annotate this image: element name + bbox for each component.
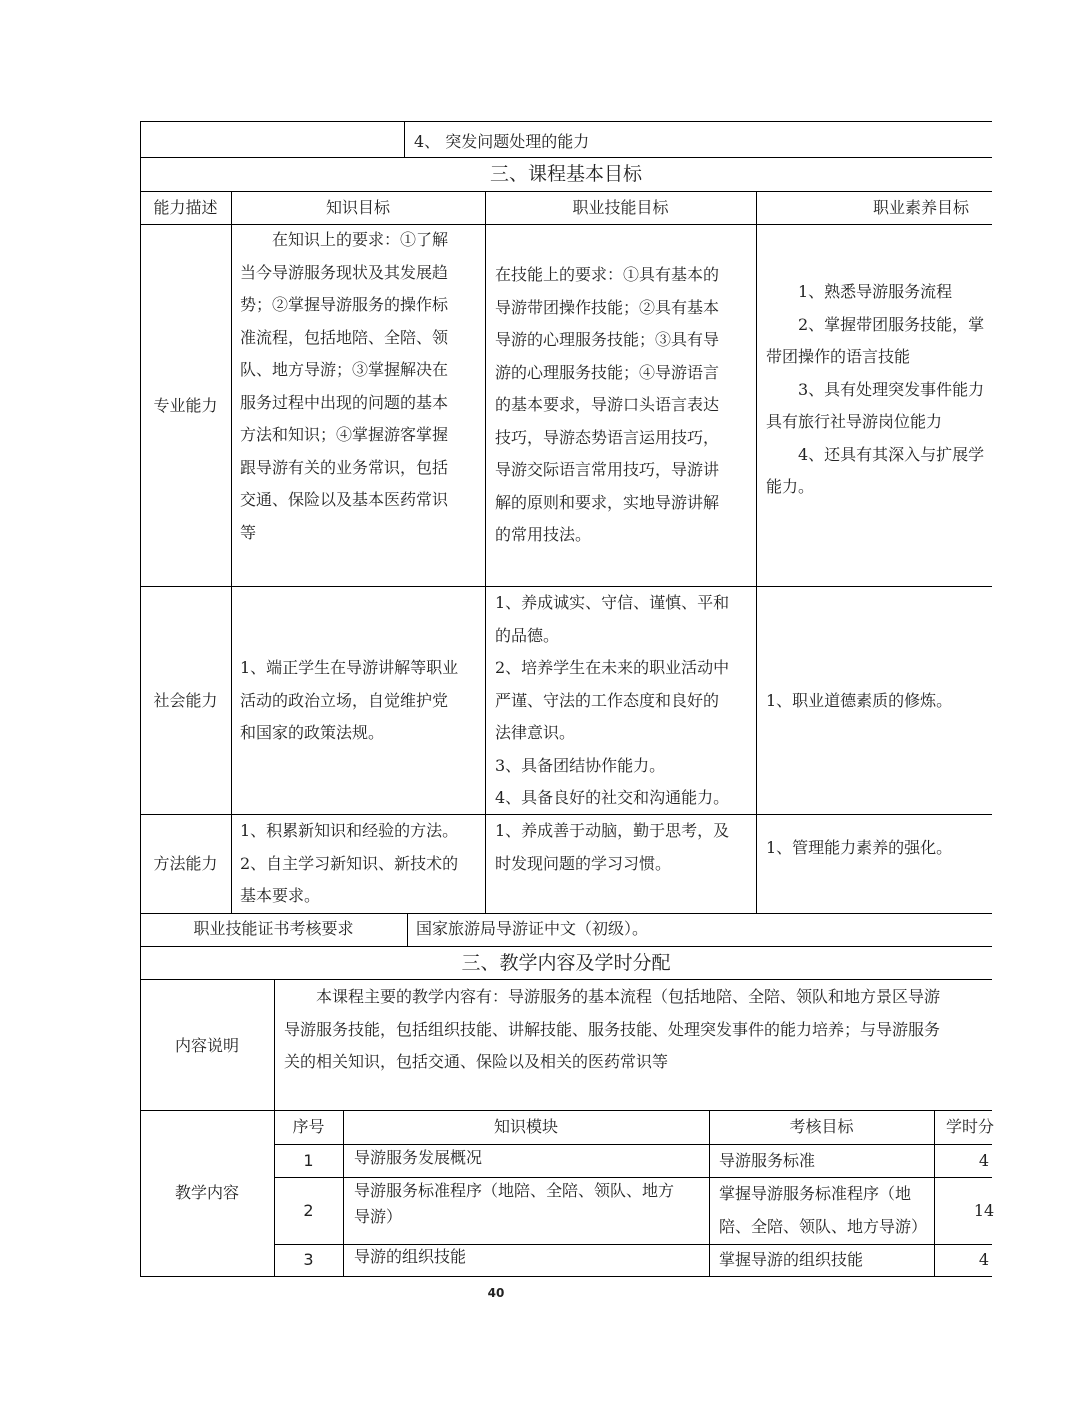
social-quality: [766, 685, 992, 718]
text-line: 关的相关知识，包括交通、保险以及相关的医药常识等: [284, 1052, 669, 1071]
text-line: 2、培养学生在未来的职业活动中: [495, 658, 730, 677]
content-desc-text: [284, 981, 992, 1079]
row-label-professional: 专业能力: [153, 396, 218, 415]
top-row-text: 4、 突发问题处理的能力: [414, 132, 590, 151]
header-skill: 职业技能目标: [572, 198, 669, 217]
header-quality: 职业素养目标: [872, 198, 969, 217]
method-skill: [495, 815, 755, 880]
text-line: 本课程主要的教学内容有：导游服务的基本流程（包括地陪、全陪、领队和地方景区导游: [316, 987, 941, 1006]
text-line: 在技能上的要求：①具有基本的: [495, 265, 720, 284]
professional-skill: [495, 259, 755, 552]
professional-quality: [766, 276, 992, 504]
text-line: 的常用技法。: [495, 525, 592, 544]
row-hours: 14: [973, 1201, 995, 1220]
row-module: [354, 1143, 708, 1173]
text-line: 掌握导游服务标准程序（地: [719, 1184, 912, 1203]
text-line: 带团操作的语言技能: [766, 347, 911, 366]
text-line: 导游交际语言常用技巧，导游讲: [495, 460, 720, 479]
text-line: 3、具有处理突发事件能力: [798, 379, 985, 399]
text-line: 导游）: [354, 1207, 403, 1226]
teaching-label: 教学内容: [174, 1183, 239, 1202]
row-module: [354, 1178, 708, 1230]
row-hours: 4: [978, 1250, 990, 1269]
text-line: 方法和知识；④掌握游客掌握: [240, 425, 449, 444]
rule: [140, 121, 992, 122]
header-hours: 学时分: [946, 1117, 995, 1136]
header-no: 序号: [292, 1117, 325, 1136]
text-line: 陪、全陪、领队、地方导游）: [719, 1216, 928, 1236]
text-line: 基本要求。: [240, 886, 321, 905]
social-skill: [495, 587, 755, 815]
row-no: 1: [303, 1151, 314, 1170]
text-line: 1、养成善于动脑，勤于思考，及: [495, 821, 730, 840]
header-target: 考核目标: [789, 1117, 854, 1136]
column-line: [756, 191, 757, 913]
social-knowledge: [240, 652, 484, 750]
text-line: 的基本要求，导游口头语言表达: [495, 395, 720, 414]
row-no: 2: [303, 1201, 314, 1220]
text-line: 导游服务标准: [719, 1151, 816, 1170]
row-no: 3: [303, 1250, 314, 1269]
rule: [140, 979, 992, 980]
method-knowledge: [240, 815, 484, 913]
row-module: [354, 1242, 708, 1272]
content-desc-label: 内容说明: [174, 1036, 239, 1055]
rule: [140, 157, 992, 158]
header-knowledge: 知识目标: [325, 198, 390, 217]
text-line: 1、端正学生在导游讲解等职业: [240, 658, 459, 677]
text-line: 准流程，包括地陪、全陪、领: [240, 327, 449, 347]
text-line: 导游服务标准程序（地陪、全陪、领队、地方: [354, 1181, 675, 1200]
column-line: [407, 913, 408, 946]
text-line: 技巧，导游态势语言运用技巧，: [495, 427, 720, 447]
header-module: 知识模块: [493, 1117, 558, 1136]
text-line: 1、养成诚实、守信、谨慎、平和: [495, 593, 730, 612]
text-line: 1、熟悉导游服务流程: [798, 282, 953, 301]
text-line: 1、积累新知识和经验的方法。: [240, 821, 459, 840]
text-line: 在知识上的要求：①了解: [272, 230, 449, 249]
column-line: [404, 121, 405, 157]
text-line: 活动的政治立场，自觉维护党: [240, 690, 449, 710]
text-line: 导游服务技能，包括组织技能、讲解技能、服务技能、处理突发事件的能力培养；与导游服务: [284, 1019, 941, 1039]
text-line: 法律意识。: [495, 723, 576, 742]
text-line: 1、管理能力素养的强化。: [766, 838, 953, 857]
text-line: 服务过程中出现的问题的基本: [240, 392, 449, 412]
text-line: 能力。: [766, 477, 815, 496]
text-line: 严谨、守法的工作态度和良好的: [495, 690, 720, 710]
text-line: 导游服务发展概况: [354, 1148, 483, 1167]
text-line: 时发现问题的学习习惯。: [495, 853, 672, 873]
text-line: 和国家的政策法规。: [240, 723, 385, 742]
text-line: 等: [240, 522, 257, 542]
text-line: 势；②掌握导游服务的操作标: [240, 295, 449, 314]
text-line: 解的原则和要求，实地导游讲解: [495, 492, 720, 512]
text-line: 2、自主学习新知识、新技术的: [240, 853, 459, 873]
text-line: 4、还具有其深入与扩展学: [798, 444, 985, 464]
column-line: [485, 191, 486, 913]
column-line: [231, 191, 232, 913]
method-quality: [766, 832, 992, 865]
text-line: 交通、保险以及基本医药常识: [240, 490, 449, 509]
text-line: 队、地方导游；③掌握解决在: [240, 360, 449, 379]
text-line: 的品德。: [495, 625, 560, 645]
text-line: 2、掌握带团服务技能，掌: [798, 314, 985, 334]
certificate-value: 国家旅游局导游证中文（初级）。: [416, 919, 649, 938]
text-line: 导游的心理服务技能；③具有导: [495, 330, 720, 349]
text-line: 具有旅行社导游岗位能力: [766, 412, 943, 431]
row-target: [719, 1244, 933, 1277]
row-hours: 4: [978, 1151, 990, 1170]
text-line: 4、具备良好的社交和沟通能力。: [495, 788, 730, 807]
row-target: [719, 1178, 933, 1243]
page-number: 40: [487, 1286, 505, 1300]
text-line: 导游的组织技能: [354, 1247, 467, 1266]
text-line: 1、职业道德素质的修炼。: [766, 691, 953, 710]
professional-knowledge: [240, 224, 484, 549]
row-label-social: 社会能力: [153, 691, 218, 710]
text-line: 跟导游有关的业务常识，包括: [240, 457, 449, 477]
row-target: [719, 1145, 933, 1178]
text-line: 3、具备团结协作能力。: [495, 755, 666, 775]
rule: [140, 946, 992, 947]
text-line: 游的心理服务技能；④导游语言: [495, 362, 720, 382]
section-title: 三、教学内容及学时分配: [461, 952, 671, 974]
header-ability: 能力描述: [153, 198, 218, 217]
text-line: 导游带团操作技能；②具有基本: [495, 297, 720, 317]
row-label-method: 方法能力: [153, 854, 218, 873]
section-title: 三、课程基本目标: [489, 163, 642, 185]
text-line: 掌握导游的组织技能: [719, 1250, 864, 1269]
text-line: 当今导游服务现状及其发展趋: [240, 262, 449, 282]
certificate-label: 职业技能证书考核要求: [193, 919, 354, 938]
